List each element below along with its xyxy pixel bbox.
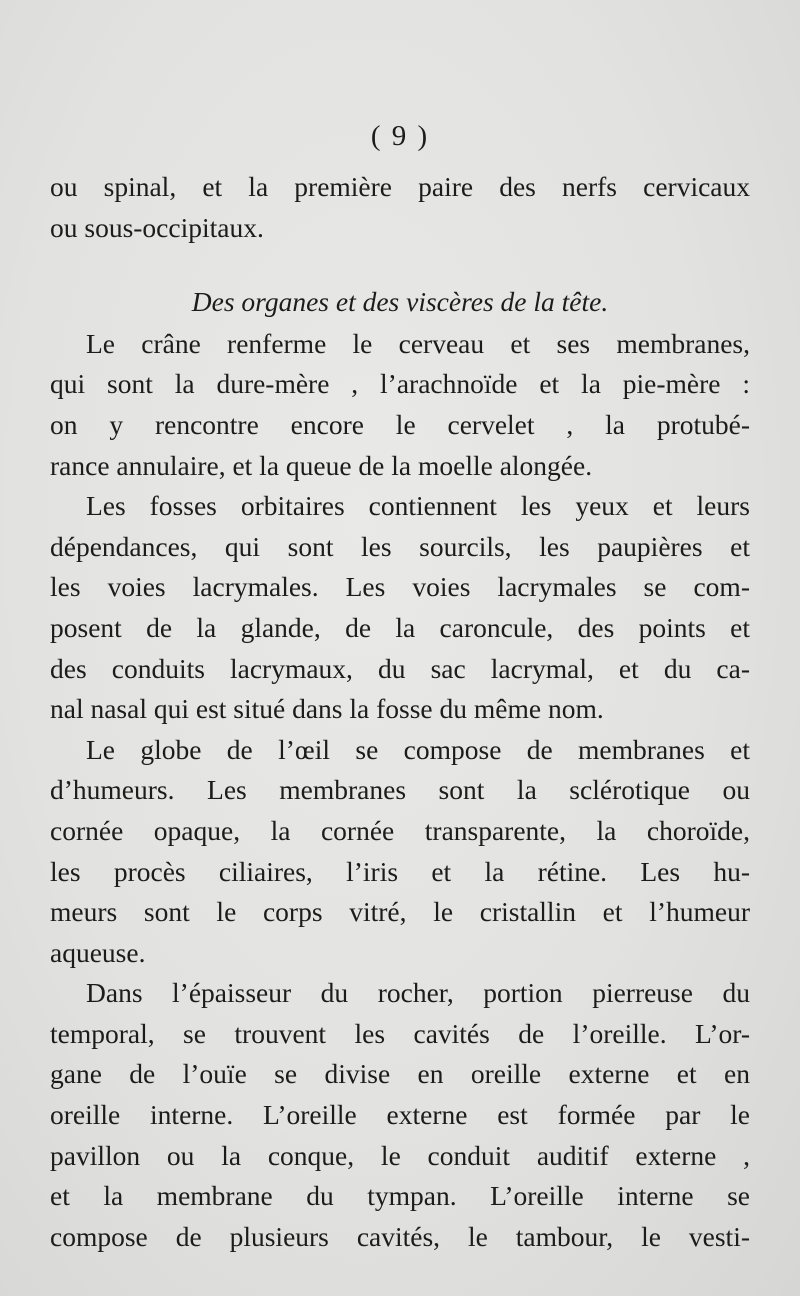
text-line: Le crâne renferme le cerveau et ses membranes, [86, 327, 750, 359]
text-line: meurs sont le corps vitré, le cristallin et l’humeur [50, 896, 750, 928]
text-line: Dans l’épaisseur du rocher, portion pierreuse du [86, 977, 750, 1009]
text-line: et la membrane du tympan. L’oreille interne se [50, 1180, 750, 1212]
text-line: qui sont la dure-mère , l’arachnoïde et la pie-mère : [50, 368, 750, 400]
text-line: oreille interne. L’oreille externe est formée par le [50, 1099, 750, 1131]
text-line: dépendances, qui sont les sourcils, les paupières et [50, 530, 750, 562]
text-line: Le globe de l’œil se compose de membranes et [86, 733, 750, 765]
text-line: d’humeurs. Les membranes sont la sclérotique ou [50, 774, 750, 806]
text-line: rance annulaire, et la queue de la moelle alongée. [50, 449, 593, 481]
text-line: cornée opaque, la cornée transparente, la choroïde, [50, 814, 750, 846]
text-line: les procès ciliaires, l’iris et la rétine. Les hu- [50, 855, 750, 887]
text-line: des conduits lacrymaux, du sac lacrymal, et du ca- [50, 652, 750, 684]
text-line: pavillon ou la conque, le conduit auditif externe , [50, 1139, 750, 1171]
text-line: aqueuse. [50, 936, 146, 968]
text-line: ou sous-occipitaux. [50, 211, 264, 243]
text-line: posent de la glande, de la caroncule, des points et [50, 611, 750, 643]
text-line: compose de plusieurs cavités, le tambour, le vesti- [50, 1220, 750, 1252]
text-line: nal nasal qui est situé dans la fosse du même nom. [50, 693, 604, 725]
text-line: on y rencontre encore le cervelet , la protubé- [50, 408, 750, 440]
text-line: Les fosses orbitaires contiennent les yeux et leurs [86, 490, 750, 522]
text-line: gane de l’ouïe se divise en oreille externe et en [50, 1058, 750, 1090]
text-line: temporal, se trouvent les cavités de l’oreille. L’or- [50, 1017, 750, 1049]
page-number: ( 9 ) [370, 120, 430, 152]
body-text [50, 167, 750, 1257]
text-line: les voies lacrymales. Les voies lacrymales se com- [50, 571, 750, 603]
text-line: ou spinal, et la première paire des nerfs cervicaux [50, 171, 750, 202]
section-heading: Des organes et des viscères de la tête. [191, 286, 609, 318]
